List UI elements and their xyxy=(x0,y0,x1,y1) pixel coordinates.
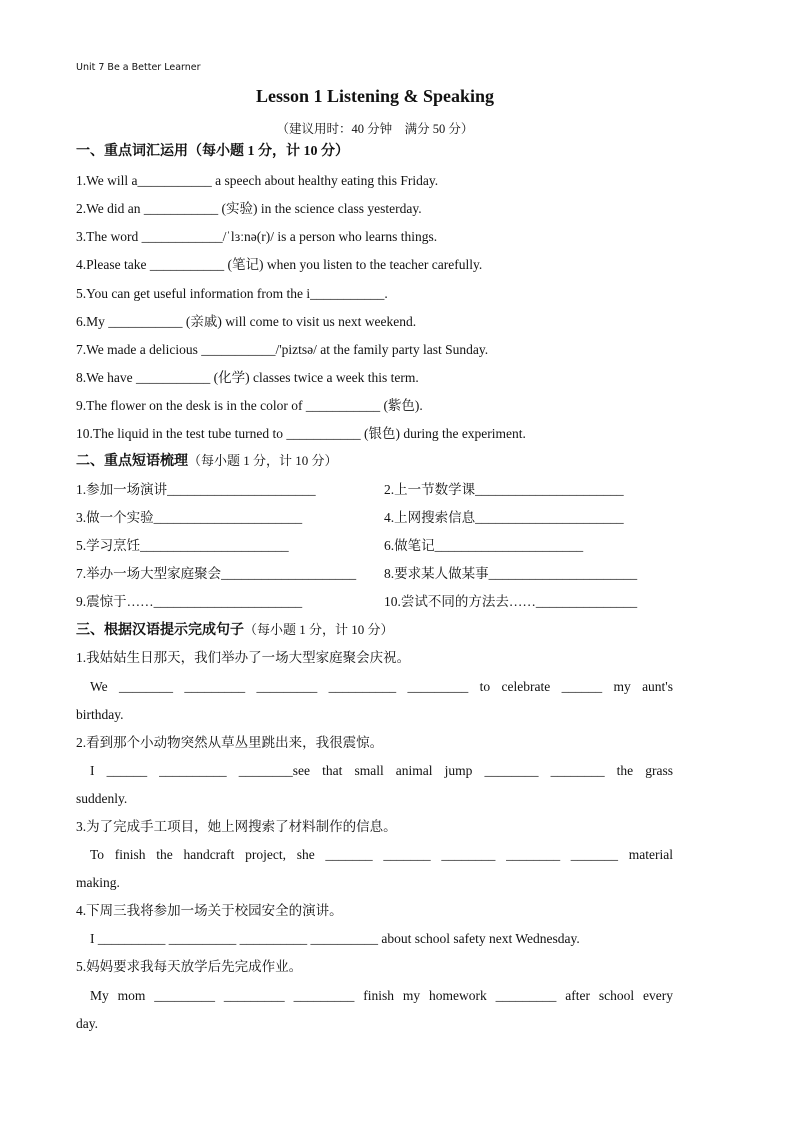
part2-title: 二、重点短语梳理 xyxy=(76,454,188,469)
part3-prompt: 2.看到那个小动物突然从草丛里跳出来，我很震惊。 xyxy=(76,735,384,750)
part2-item: 4.上网搜索信息______________________ xyxy=(384,510,624,525)
part3-answer-line: birthday. xyxy=(76,707,124,722)
part3-answer-line: I ______ __________ ________see that small animal jump ________ ________ the grass xyxy=(90,763,673,778)
part3-answer-line: We ________ _________ _________ __________ _________ to celebrate ______ my aunt's xyxy=(90,679,673,694)
part1-item: 4.Please take ___________ (笔记) when you listen to the teacher carefully. xyxy=(76,257,483,272)
part3-prompt: 3.为了完成手工项目，她上网搜索了材料制作的信息。 xyxy=(76,819,397,834)
part2-item: 2.上一节数学课______________________ xyxy=(384,482,624,497)
part3-points: （每小题 1 分，计 10 分） xyxy=(244,622,394,637)
part1-item: 2.We did an ___________ (实验) in the science class yesterday. xyxy=(76,201,422,216)
part3-answer-line: I __________ __________ __________ __________ about school safety next Wednesday. xyxy=(90,931,580,946)
part3-prompt: 5.妈妈要求我每天放学后先完成作业。 xyxy=(76,959,303,974)
part3-prompt: 1.我姑姑生日那天，我们举办了一场大型家庭聚会庆祝。 xyxy=(76,650,411,665)
part1-item: 10.The liquid in the test tube turned to ___________ (银色) during the experiment. xyxy=(76,426,526,441)
part2-heading xyxy=(76,452,338,471)
part1-item: 9.The flower on the desk is in the color of ___________ (紫色). xyxy=(76,398,423,413)
part1-item: 5.You can get useful information from the i___________. xyxy=(76,286,388,301)
running-header: Unit 7 Be a Better Learner xyxy=(76,62,201,73)
part2-item: 5.学习烹饪______________________ xyxy=(76,538,289,553)
part1-item: 6.My ___________ (亲戚) will come to visit us next weekend. xyxy=(76,314,417,329)
part2-item: 1.参加一场演讲______________________ xyxy=(76,482,316,497)
part2-item: 8.要求某人做某事______________________ xyxy=(384,566,638,581)
part3-prompt: 4.下周三我将参加一场关于校园安全的演讲。 xyxy=(76,903,343,918)
part2-item: 3.做一个实验______________________ xyxy=(76,510,303,525)
page-title: Lesson 1 Listening & Speaking xyxy=(255,86,495,106)
part3-answer-line: To finish the handcraft project, she _______ _______ ________ ________ _______ material xyxy=(90,847,673,862)
part3-heading xyxy=(76,621,394,640)
part3-answer-line: suddenly. xyxy=(76,791,128,806)
part3-answer-line: making. xyxy=(76,875,120,890)
part2-item: 10.尝试不同的方法去……_______________ xyxy=(384,594,638,609)
part2-item: 9.震惊于……______________________ xyxy=(76,594,303,609)
part3-answer-line: day. xyxy=(76,1016,98,1031)
part1-item: 3.The word ____________/ˈlɜːnə(r)/ is a person who learns things. xyxy=(76,229,438,244)
part2-item: 7.举办一场大型家庭聚会____________________ xyxy=(76,566,357,581)
part2-points: （每小题 1 分，计 10 分） xyxy=(188,453,338,468)
part1-item: 1.We will a___________ a speech about healthy eating this Friday. xyxy=(76,173,439,188)
part1-item: 7.We made a delicious ___________/'piztsə/ at the family party last Sunday. xyxy=(76,342,489,357)
part1-heading: 一、重点词汇运用（每小题 1 分，计 10 分） xyxy=(76,144,349,159)
part1-item: 8.We have ___________ (化学) classes twice a week this term. xyxy=(76,370,419,385)
time-and-score-note: （建议用时：40 分钟 满分 50 分） xyxy=(276,122,474,136)
part3-answer-line: My mom _________ _________ _________ finish my homework _________ after school every xyxy=(90,988,673,1003)
part2-item: 6.做笔记______________________ xyxy=(384,538,584,553)
part3-title: 三、根据汉语提示完成句子 xyxy=(76,623,244,638)
